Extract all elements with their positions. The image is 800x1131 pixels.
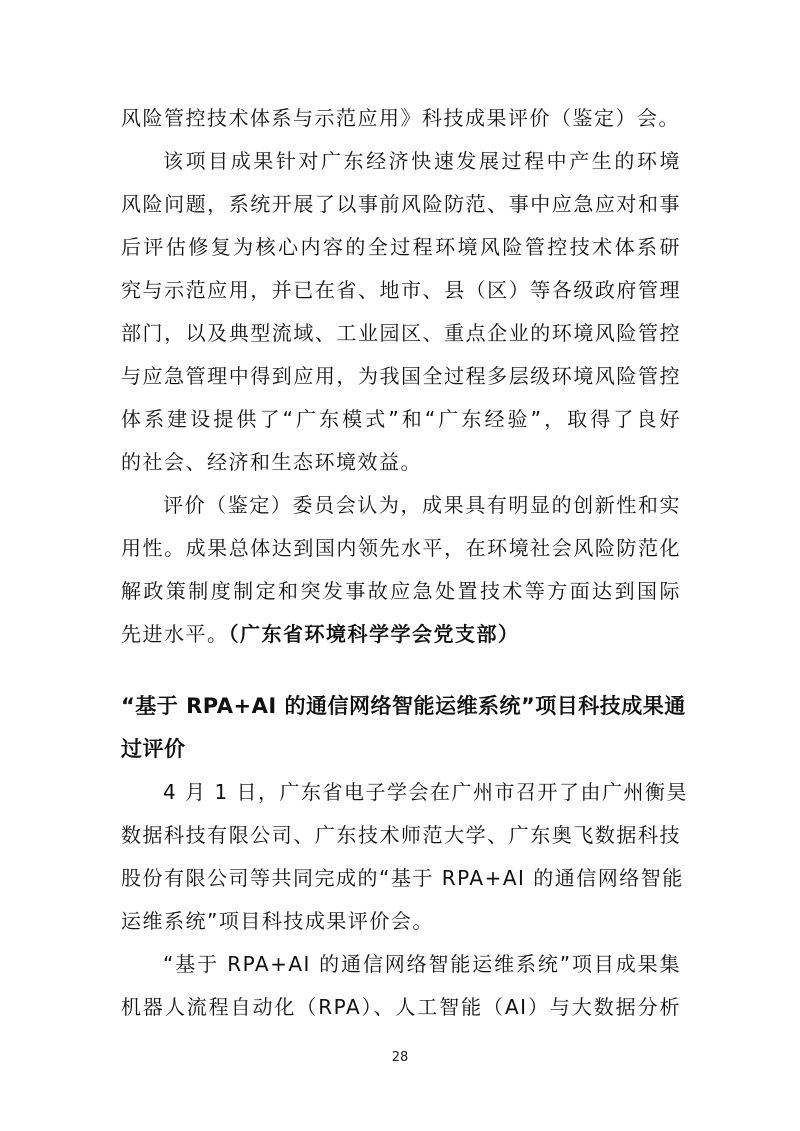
paragraph-line: 究与示范应用，并已在省、地市、县（区）等各级政府管理	[121, 278, 681, 302]
paragraph-line: 风险问题，系统开展了以事前风险防范、事中应急应对和事	[121, 192, 681, 216]
article-title-line: “基于 RPA+AI 的通信网络智能运维系统”项目科技成果通	[121, 694, 686, 718]
paragraph-line: 后评估修复为核心内容的全过程环境风险管控技术体系研	[121, 235, 681, 259]
article-title-line: 过评价	[121, 737, 186, 761]
paragraph-line: 机器人流程自动化（RPA）、人工智能（AI）与大数据分析	[121, 995, 681, 1019]
paragraph-line: 运维系统”项目科技成果评价会。	[121, 909, 434, 933]
page-number: 28	[391, 1050, 409, 1065]
paragraph-last-line	[121, 622, 681, 646]
paragraph-line: 风险管控技术体系与示范应用》科技成果评价（鉴定）会。	[121, 106, 680, 130]
paragraph-line: 股份有限公司等共同完成的“基于 RPA+AI 的通信网络智能	[121, 866, 684, 890]
source-credit: （广东省环境科学学会党支部）	[228, 622, 520, 646]
paragraph-line: “基于 RPA+AI 的通信网络智能运维系统”项目成果集	[163, 952, 681, 976]
paragraph-line: 用性。成果总体达到国内领先水平，在环境社会风险防范化	[121, 536, 681, 560]
paragraph-line: 与应急管理中得到应用，为我国全过程多层级环境风险管控	[121, 364, 681, 388]
paragraph-line: 评价（鉴定）委员会认为，成果具有明显的创新性和实	[163, 493, 681, 517]
paragraph-line: 该项目成果针对广东经济快速发展过程中产生的环境	[163, 149, 681, 173]
paragraph-line: 体系建设提供了“广东模式”和“广东经验”，取得了良好	[121, 407, 681, 431]
paragraph-line: 4 月 1 日，广东省电子学会在广州市召开了由广州衡昊	[163, 780, 689, 804]
paragraph-text: 先进水平。	[121, 622, 229, 646]
paragraph-line: 部门，以及典型流域、工业园区、重点企业的环境风险管控	[121, 321, 681, 345]
paragraph-line: 数据科技有限公司、广东技术师范大学、广东奥飞数据科技	[121, 823, 681, 847]
paragraph-line: 解政策制度制定和突发事故应急处置技术等方面达到国际	[121, 579, 681, 603]
paragraph-line: 的社会、经济和生态环境效益。	[121, 450, 422, 474]
